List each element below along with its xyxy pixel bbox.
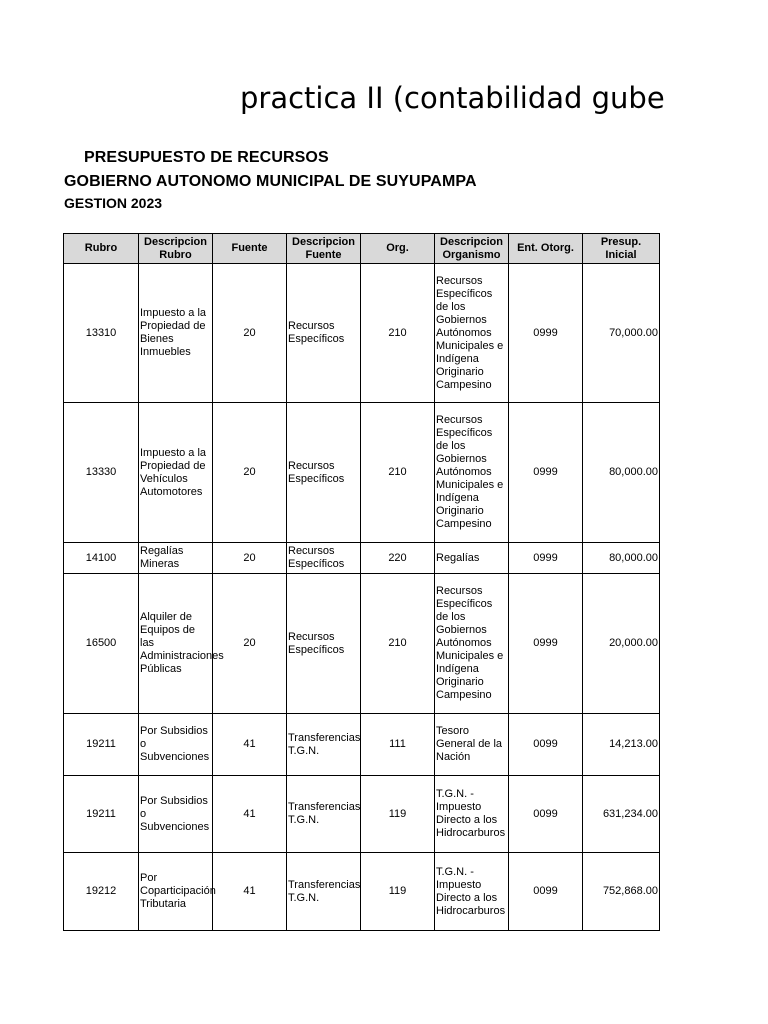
cell-rubro: 16500: [64, 574, 139, 714]
header-ent-otorg: Ent. Otorg.: [509, 234, 583, 264]
table-row: [64, 264, 660, 403]
header-org: Org.: [361, 234, 435, 264]
heading-presupuesto: PRESUPUESTO DE RECURSOS: [84, 149, 329, 166]
cell-fuente: 41: [213, 776, 287, 853]
cell-descripcion-rubro: Regalías Mineras: [139, 543, 213, 574]
cell-org: 111: [361, 714, 435, 776]
cell-descripcion-fuente: Transferencias T.G.N.: [287, 776, 361, 853]
cell-presup-inicial: 20,000.00: [583, 574, 660, 714]
cell-descripcion-organismo: Recursos Específicos de los Gobiernos Autónomos Municipales e Indígena Originario Campesino: [435, 574, 509, 714]
cell-fuente: 41: [213, 714, 287, 776]
cell-descripcion-organismo: Regalías: [435, 543, 509, 574]
cell-ent-otorg: 0099: [509, 853, 583, 931]
heading-gestion: GESTION 2023: [64, 195, 163, 211]
cell-descripcion-fuente: Recursos Específicos: [287, 264, 361, 403]
table-row: [64, 543, 660, 574]
cell-descripcion-fuente: Recursos Específicos: [287, 574, 361, 714]
cell-descripcion-fuente: Recursos Específicos: [287, 403, 361, 543]
cell-fuente: 20: [213, 574, 287, 714]
table-header-row: [64, 234, 660, 264]
cell-ent-otorg: 0099: [509, 776, 583, 853]
header-descripcion-organismo: Descripcion Organismo: [435, 234, 509, 264]
cell-descripcion-fuente: Transferencias T.G.N.: [287, 853, 361, 931]
cell-descripcion-rubro: Impuesto a la Propiedad de Bienes Inmuebles: [139, 264, 213, 403]
cell-descripcion-organismo: T.G.N. - Impuesto Directo a los Hidrocarburos: [435, 776, 509, 853]
document-title: practica II (contabilidad gube: [240, 81, 665, 115]
cell-ent-otorg: 0999: [509, 264, 583, 403]
table-row: [64, 574, 660, 714]
cell-org: 119: [361, 853, 435, 931]
header-rubro: Rubro: [64, 234, 139, 264]
cell-org: 210: [361, 574, 435, 714]
budget-table: [63, 233, 660, 931]
cell-descripcion-rubro: Alquiler de Equipos de las Administraciones Públicas: [139, 574, 213, 714]
cell-org: 210: [361, 403, 435, 543]
cell-rubro: 19211: [64, 714, 139, 776]
cell-rubro: 13330: [64, 403, 139, 543]
cell-presup-inicial: 80,000.00: [583, 403, 660, 543]
cell-presup-inicial: 70,000.00: [583, 264, 660, 403]
cell-ent-otorg: 0999: [509, 543, 583, 574]
cell-rubro: 19212: [64, 853, 139, 931]
cell-descripcion-organismo: Tesoro General de la Nación: [435, 714, 509, 776]
cell-rubro: 13310: [64, 264, 139, 403]
cell-org: 119: [361, 776, 435, 853]
cell-org: 210: [361, 264, 435, 403]
cell-descripcion-organismo: Recursos Específicos de los Gobiernos Autónomos Municipales e Indígena Originario Campesino: [435, 264, 509, 403]
cell-descripcion-fuente: Recursos Específicos: [287, 543, 361, 574]
cell-descripcion-rubro: Por Coparticipación Tributaria: [139, 853, 213, 931]
cell-fuente: 20: [213, 264, 287, 403]
cell-descripcion-rubro: Por Subsidios o Subvenciones: [139, 714, 213, 776]
cell-fuente: 20: [213, 403, 287, 543]
cell-presup-inicial: 752,868.00: [583, 853, 660, 931]
cell-presup-inicial: 631,234.00: [583, 776, 660, 853]
cell-descripcion-organismo: Recursos Específicos de los Gobiernos Autónomos Municipales e Indígena Originario Campesino: [435, 403, 509, 543]
header-presup-inicial: Presup. Inicial: [583, 234, 660, 264]
header-fuente: Fuente: [213, 234, 287, 264]
cell-rubro: 14100: [64, 543, 139, 574]
cell-presup-inicial: 80,000.00: [583, 543, 660, 574]
header-descripcion-fuente: Descripcion Fuente: [287, 234, 361, 264]
cell-ent-otorg: 0999: [509, 403, 583, 543]
table-row: [64, 403, 660, 543]
cell-ent-otorg: 0099: [509, 714, 583, 776]
cell-presup-inicial: 14,213.00: [583, 714, 660, 776]
cell-descripcion-organismo: T.G.N. - Impuesto Directo a los Hidrocarburos: [435, 853, 509, 931]
cell-descripcion-rubro: Impuesto a la Propiedad de Vehículos Automotores: [139, 403, 213, 543]
cell-descripcion-fuente: Transferencias T.G.N.: [287, 714, 361, 776]
cell-fuente: 41: [213, 853, 287, 931]
table-row: [64, 853, 660, 931]
cell-ent-otorg: 0999: [509, 574, 583, 714]
cell-org: 220: [361, 543, 435, 574]
header-descripcion-rubro: Descripcion Rubro: [139, 234, 213, 264]
table-row: [64, 714, 660, 776]
cell-descripcion-rubro: Por Subsidios o Subvenciones: [139, 776, 213, 853]
heading-gobierno: GOBIERNO AUTONOMO MUNICIPAL DE SUYUPAMPA: [64, 173, 477, 190]
table-row: [64, 776, 660, 853]
cell-fuente: 20: [213, 543, 287, 574]
cell-rubro: 19211: [64, 776, 139, 853]
